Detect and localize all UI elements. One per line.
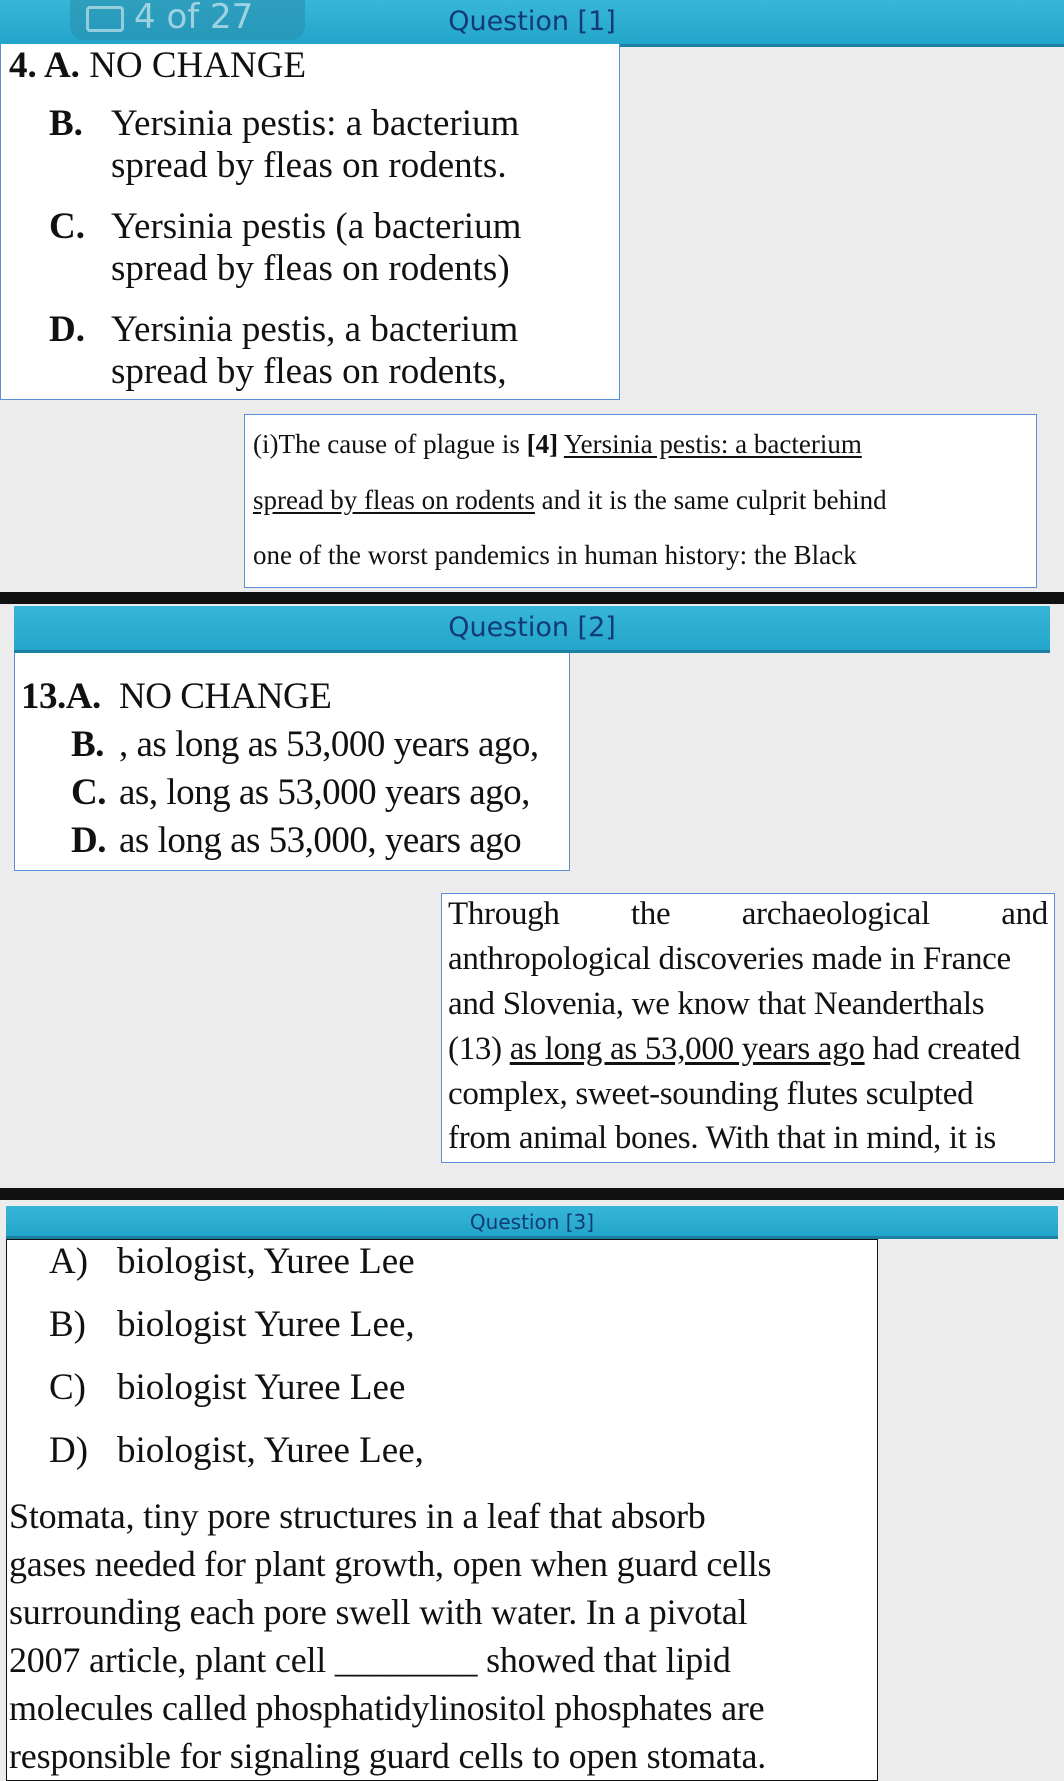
option-c[interactable] <box>1 205 611 295</box>
passage-word: and <box>1001 896 1048 932</box>
question-number: [4] <box>526 429 559 459</box>
passage-word: the <box>630 896 671 932</box>
option-text: biologist, Yuree Lee, <box>117 1430 424 1471</box>
passage-line: gases needed for plant growth, open when guard cells <box>9 1544 772 1584</box>
question-1-passage <box>244 414 1037 588</box>
option-text: biologist, Yuree Lee <box>117 1241 415 1282</box>
passage-line <box>253 429 1023 460</box>
option-text: as long as 53,000, years ago <box>119 820 522 861</box>
option-text: as, long as 53,000 years ago, <box>119 772 530 813</box>
passage-line: anthropological discoveries made in France <box>448 941 1011 977</box>
option-letter: D. <box>71 820 106 861</box>
passage-line <box>448 1031 1020 1068</box>
page-indicator[interactable] <box>70 0 305 40</box>
question-3-container <box>6 1239 878 1781</box>
passage-line <box>253 485 1023 516</box>
option-letter: C. <box>49 206 85 247</box>
question-number: (13) <box>448 1031 510 1067</box>
section-divider <box>0 1188 1064 1200</box>
passage-line: one of the worst pandemics in human history: the Black <box>253 540 857 570</box>
option-letter: C) <box>49 1367 86 1408</box>
option-letter: B. <box>71 724 104 765</box>
option-text: NO CHANGE <box>89 45 307 86</box>
option-text: biologist Yuree Lee, <box>117 1304 415 1345</box>
option-text: NO CHANGE <box>119 676 332 717</box>
option-letter: B) <box>49 1304 86 1345</box>
underlined-portion[interactable]: spread by fleas on rodents <box>253 485 535 515</box>
option-text-line2: spread by fleas on rodents, <box>111 351 507 392</box>
passage-line <box>448 896 1048 933</box>
passage-line: complex, sweet-sounding flutes sculpted <box>448 1076 974 1112</box>
option-b[interactable] <box>1 102 611 192</box>
option-text-line1: Yersinia pestis: a bacterium <box>111 103 520 144</box>
underlined-portion[interactable]: Yersinia pestis: a bacterium <box>563 429 862 459</box>
passage-line: and Slovenia, we know that Neanderthals <box>448 986 985 1022</box>
pages-icon <box>86 6 124 32</box>
passage-line: 2007 article, plant cell ________ showed that lipid <box>9 1640 731 1680</box>
option-letter: D) <box>49 1430 89 1471</box>
option-text-line1: Yersinia pestis (a bacterium <box>111 206 522 247</box>
option-text-line1: Yersinia pestis, a bacterium <box>111 309 519 350</box>
question-3-header <box>6 1206 1058 1239</box>
option-text: biologist Yuree Lee <box>117 1367 406 1408</box>
passage-line: molecules called phosphatidylinositol phosphates are <box>9 1688 765 1728</box>
passage-line: responsible for signaling guard cells to open stomata. <box>9 1736 767 1776</box>
option-a[interactable] <box>49 1240 849 1283</box>
passage-prefix: (i)The cause of plague is <box>253 429 527 459</box>
option-letter: D. <box>49 309 85 350</box>
option-letter: A) <box>49 1241 89 1282</box>
option-text: , as long as 53,000 years ago, <box>119 724 539 765</box>
option-letter: 4. A. <box>9 45 80 86</box>
question-3-passage <box>9 1492 875 1780</box>
passage-text: and it is the same culprit behind <box>534 485 887 515</box>
passage-text: had created <box>864 1031 1021 1067</box>
passage-line: Stomata, tiny pore structures in a leaf that absorb <box>9 1496 706 1536</box>
passage-word: archaeological <box>741 896 930 932</box>
question-2-header <box>14 606 1050 653</box>
option-letter: B. <box>49 103 83 144</box>
passage-line: surrounding each pore swell with water. In a pivotal <box>9 1592 748 1632</box>
option-c[interactable] <box>49 1366 849 1409</box>
option-text-line2: spread by fleas on rodents. <box>111 145 507 186</box>
passage-line: from animal bones. With that in mind, it is <box>448 1120 996 1156</box>
option-letter: C. <box>71 772 106 813</box>
option-a[interactable] <box>9 44 609 84</box>
option-d[interactable] <box>49 1429 849 1472</box>
page-count: 4 of 27 <box>134 0 254 37</box>
question-1-title: Question [1] <box>448 6 616 37</box>
option-text-line2: spread by fleas on rodents) <box>111 248 510 289</box>
passage-word: Through <box>448 896 560 932</box>
question-2-options <box>14 653 570 871</box>
option-d[interactable] <box>1 308 611 398</box>
question-3-title: Question [3] <box>469 1210 595 1234</box>
section-divider <box>0 592 1064 604</box>
option-b[interactable] <box>49 1303 849 1346</box>
question-1-options <box>0 44 620 400</box>
question-2-passage <box>441 893 1055 1163</box>
underlined-portion[interactable]: as long as 53,000 years ago <box>509 1031 865 1067</box>
question-2-title: Question [2] <box>448 612 616 643</box>
option-a[interactable] <box>21 675 561 718</box>
option-letter: 13.A. <box>21 676 101 717</box>
